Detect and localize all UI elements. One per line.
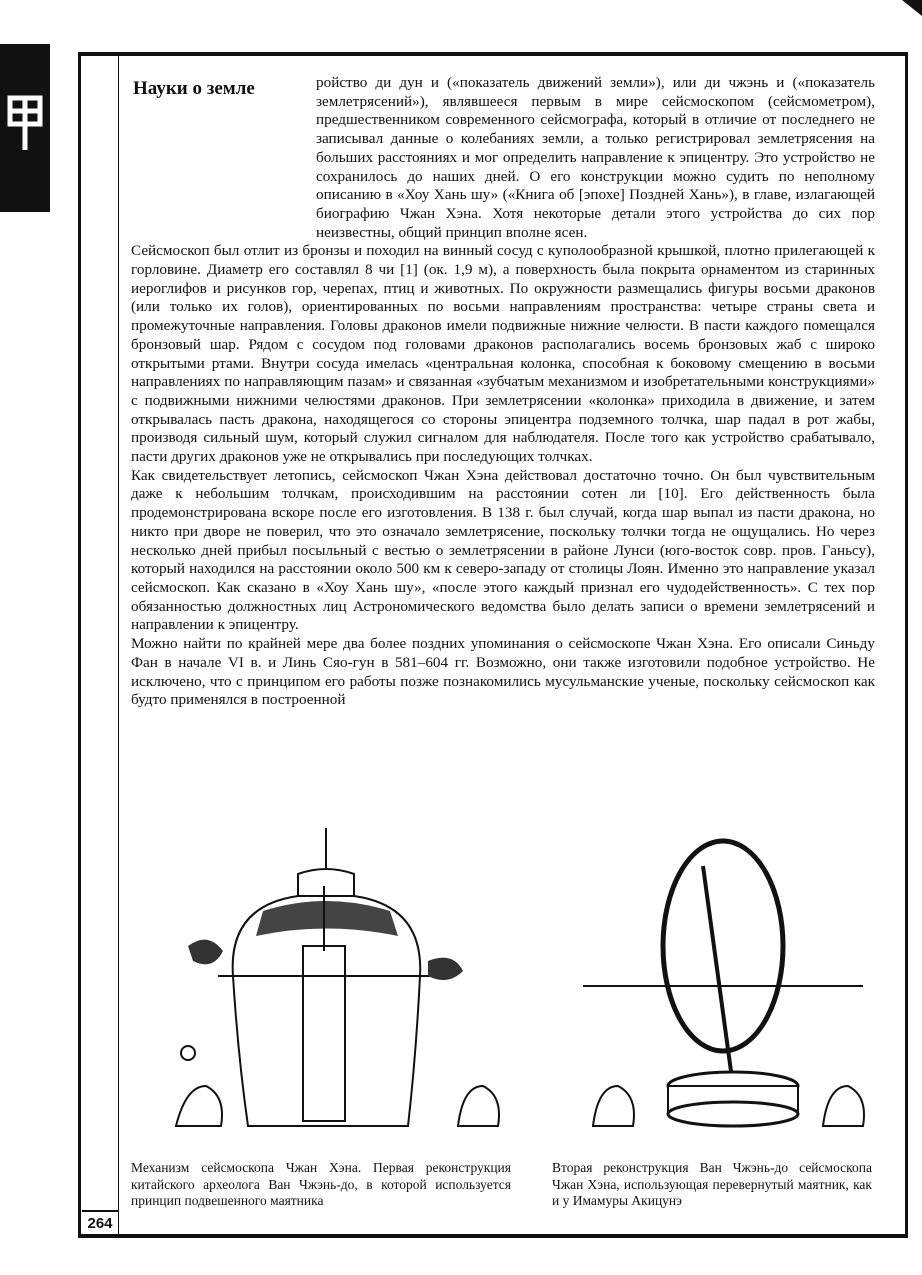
figure-caption-right: Вторая реконструкция Ван Чжэнь-до сейсмоскопа Чжан Хэна, использующая перевернутый маятник, как и у Имамуры Акицунэ	[552, 1160, 872, 1208]
margin-rule	[118, 56, 119, 1234]
frame-right	[905, 52, 908, 1238]
frame-top	[78, 52, 908, 56]
paragraph: Как свидетельствует летопись, сейсмоскоп Чжан Хэна действовал достаточно точно. Он был чувствительным даже к небольшим толчкам, происходившим на расстоянии сотен ли [10]. Его действенность была продемонстрирована вскоре после его изготовления. В 138 г. был случай, когда шар выпал из пасти дракона, но никто при дворе не поверил, что это означало землетрясение, поскольку толчки тогда не ощущались. Но через несколько дней прибыл посыльный с вестью о землетрясении в районе Лунси (юго-восток совр. пров. Ганьсу), который находился на расстоянии около 500 км к северо-западу от столицы Лоян. Именно это направление указал сейсмоскоп. Как сказано в «Хоу Хань шу», «после этого каждый признал его чудодейственность». С тех пор обязанностью должностных лиц Астрономического ведомства было делать записи о времени землетрясений и направлении к эпицентру.	[131, 466, 875, 634]
section-heading: Науки о земле	[133, 78, 255, 99]
paragraph: ройство ди дун и («показатель движений земли»), или ди чжэнь и («показатель землетрясений»), являвшееся первым в мире сейсмоскопом (сейсмометром), предшественником современного сейсмографа, который в отличие от последнего не записывал данные о колебаниях земли, а только регистрировал землетрясения на больших расстояниях и мог определить направление к эпицентру. Это устройство не сохранилось до наших дней. О его конструкции можно судить по неполному описанию в «Хоу Хань шу» («Книга об [эпохе] Поздней Хань»), в главе, излагающей биографию Чжан Хэна. Хотя некоторые детали этого устройства до сих пор неизвестны, общий принцип вполне ясен.	[316, 74, 875, 241]
page-number: 264	[82, 1210, 118, 1236]
paragraph: Сейсмоскоп был отлит из бронзы и походил на винный сосуд с куполообразной крышкой, плотно прилегающей к горловине. Диаметр его составлял 8 чи [1] (ок. 1,9 м), а поверхность была покрыта орнаментом из старинных иероглифов и рисунков гор, черепах, птиц и животных. По окружности размещались фигуры восьми драконов (или только их голов), ориентированных по восьми направлениям пространства: четыре страны света и промежуточные направления. Головы драконов имели подвижные нижние челюсти. В пасти каждого помещался бронзовый шар. Рядом с сосудом под головами драконов располагались восемь бронзовых жаб с широко открытыми ртами. Внутри сосуда имелась «центральная колонка, способная к боковому смещению в восьми направлениях по направляющим пазам» и связанная «зубчатым механизмом и изобретательными конструкциями» с подвижными нижними челюстями драконов. При землетрясении «колонка» приходила в движение, и затем открывалась пасть дракона, находящегося со стороны эпицентра подземного толчка, шар падал в рот жабы, производя сильный шум, который служил сигналом для наблюдателя. После того как устройство срабатывало, пасти других драконов уже не открывались при последующих толчках.	[131, 242, 875, 466]
corner-mark	[902, 0, 922, 16]
seismoscope-reconstruction-2-illustration	[573, 836, 873, 1156]
frame-left	[78, 52, 81, 1238]
frame-bottom	[78, 1234, 908, 1238]
paragraph: Можно найти по крайней мере два более поздних упоминания о сейсмоскопе Чжан Хэна. Его описали Синьду Фан в начале VI в. и Линь Сяо-гун в 581–604 гг. Возможно, они также изготовили подобное устройство. Не исключено, что с принципом его работы позже познакомились мусульманские ученые, поскольку сейсмоскоп как будто применялся в построенной	[131, 635, 875, 709]
chapter-glyph-icon	[6, 92, 44, 152]
figure-caption-left: Механизм сейсмоскопа Чжан Хэна. Первая реконструкция китайского археолога Ван Чжэнь-до, в которой используется принцип подвешенного маятника	[131, 1160, 511, 1208]
chapter-tab	[0, 44, 50, 212]
seismoscope-reconstruction-1-illustration	[168, 826, 508, 1156]
figures	[128, 826, 888, 1156]
body-text	[131, 74, 875, 710]
